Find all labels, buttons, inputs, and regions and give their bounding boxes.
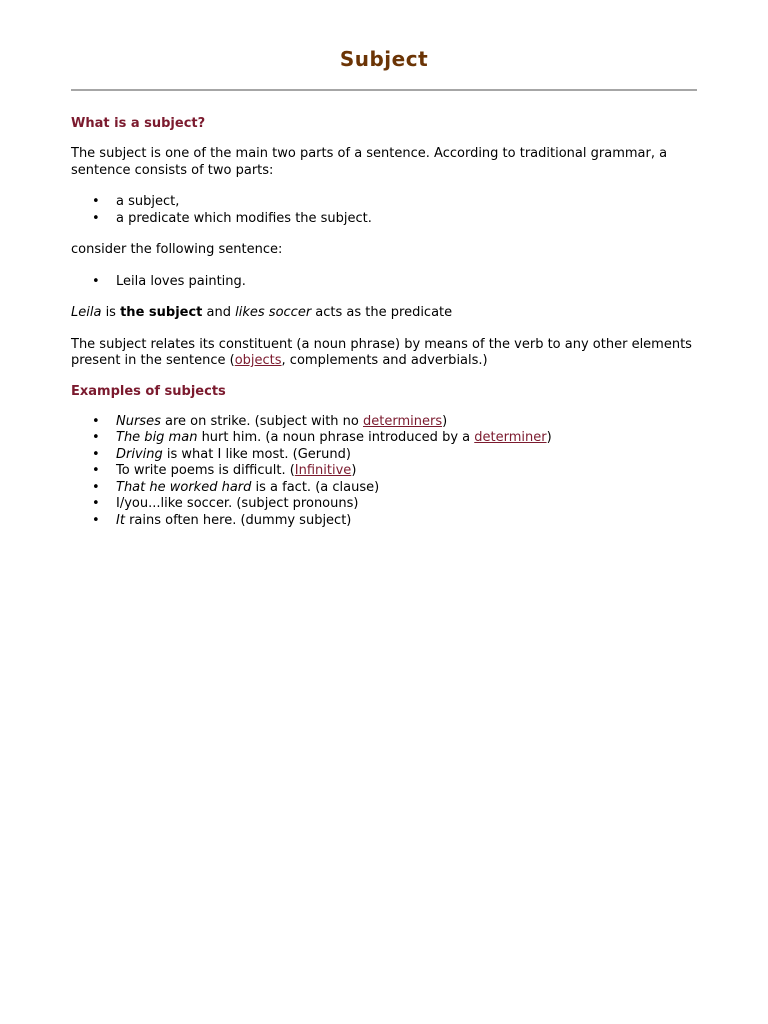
- text-span: hurt him. (a noun phrase introduced by a: [197, 430, 475, 445]
- text-span: The subject relates its constituent (a noun phrase) by means of the verb to any other elements present in the sentence (: [71, 336, 692, 368]
- relation-paragraph: [71, 337, 697, 370]
- list-item: [116, 513, 697, 530]
- list-item: [116, 414, 697, 431]
- document-content: [71, 114, 697, 529]
- text-span: acts as the predicate: [311, 305, 453, 320]
- list-item: [116, 447, 697, 464]
- examples-list: [71, 414, 697, 530]
- list-item: • a subject,: [116, 194, 697, 211]
- infinitive-link[interactable]: Infinitive: [294, 463, 352, 478]
- text-span: rains often here. (dummy subject): [124, 512, 352, 528]
- analysis-paragraph: [71, 305, 697, 322]
- list-item: • a predicate which modifies the subject.: [116, 211, 697, 228]
- determiners-link[interactable]: determiners: [363, 413, 443, 429]
- example-emphasis: Nurses: [116, 413, 161, 429]
- list-item: • Leila loves painting.: [116, 274, 697, 291]
- text-span: is: [101, 305, 121, 320]
- emphasis-likes-soccer: likes soccer: [235, 305, 312, 320]
- strong-the-subject: the subject: [120, 305, 203, 320]
- text-span: To write poems is difficult. (: [116, 463, 295, 478]
- list-item: [116, 430, 697, 447]
- text-span: is what I like most. (Gerund): [162, 446, 351, 462]
- text-span: , complements and adverbials.): [281, 353, 488, 368]
- text-span: ): [546, 430, 552, 445]
- text-span: ): [442, 413, 448, 429]
- page-title: Subject: [339, 47, 429, 71]
- text-span: I/you...like soccer. (subject pronouns): [116, 496, 359, 511]
- consider-paragraph: consider the following sentence:: [71, 242, 283, 257]
- objects-link[interactable]: objects: [234, 353, 282, 368]
- determiner-link[interactable]: determiner: [474, 430, 547, 445]
- section-heading-what-is-subject: What is a subject?: [71, 116, 206, 131]
- example-emphasis: It: [116, 512, 125, 528]
- text-span: ): [351, 463, 357, 478]
- text-span: is a fact. (a clause): [251, 479, 380, 495]
- text-span: and: [202, 305, 236, 320]
- emphasis-leila: Leila: [71, 305, 102, 320]
- sentence-parts-list: [71, 194, 697, 227]
- example-emphasis: The big man: [116, 430, 198, 445]
- example-emphasis: That he worked hard: [116, 479, 252, 495]
- section-heading-examples: Examples of subjects: [71, 383, 226, 399]
- list-item: [116, 463, 697, 480]
- example-emphasis: Driving: [116, 446, 163, 462]
- example-sentence-list: [71, 274, 697, 291]
- list-item: [116, 496, 697, 513]
- text-span: are on strike. (subject with no: [160, 413, 363, 429]
- list-item: [116, 480, 697, 497]
- intro-paragraph: The subject is one of the main two parts of a sentence. According to traditional grammar, a sentence consists of two parts:: [71, 146, 668, 178]
- title-divider: [71, 89, 697, 91]
